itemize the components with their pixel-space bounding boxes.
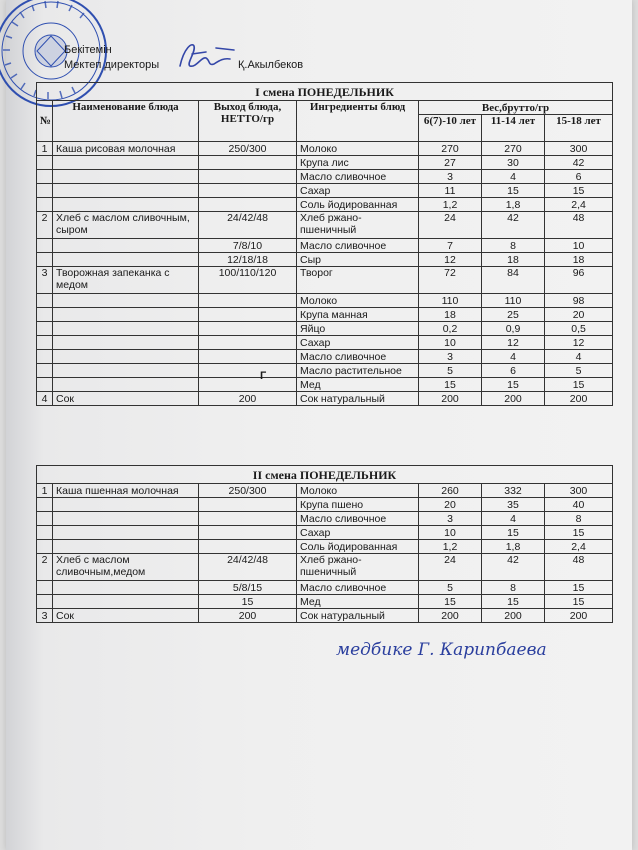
ingredient: Творог [297, 267, 419, 294]
dish-name [53, 156, 199, 170]
table-row [37, 308, 613, 322]
weight-11-14: 35 [482, 498, 545, 512]
weight-11-14: 200 [482, 392, 545, 406]
shift2-rows [37, 484, 613, 623]
weight-6-10: 1,2 [419, 198, 482, 212]
weight-6-10: 5 [419, 364, 482, 378]
table-row [37, 540, 613, 554]
weight-6-10: 3 [419, 512, 482, 526]
table-row [37, 294, 613, 308]
table-row [37, 484, 613, 498]
weight-15-18: 10 [545, 239, 613, 253]
weight-15-18: 8 [545, 512, 613, 526]
header-dish: Наименование блюда [53, 101, 199, 142]
row-number [37, 322, 53, 336]
table-row [37, 212, 613, 239]
row-number: 1 [37, 142, 53, 156]
weight-6-10: 18 [419, 308, 482, 322]
weight-6-10: 7 [419, 239, 482, 253]
dish-name: Хлеб с маслом сливочным, сыром [53, 212, 199, 239]
row-number: 3 [37, 267, 53, 294]
table-row [37, 184, 613, 198]
table-row [37, 350, 613, 364]
dish-output [199, 308, 297, 322]
weight-15-18: 200 [545, 609, 613, 623]
approval-title: Бекітемін [64, 44, 112, 56]
ingredient: Соль йодированная [297, 198, 419, 212]
shift1-menu-table [36, 82, 613, 406]
ingredient: Масло сливочное [297, 350, 419, 364]
dish-name [53, 595, 199, 609]
table-row [37, 526, 613, 540]
dish-output [199, 198, 297, 212]
weight-11-14: 30 [482, 156, 545, 170]
weight-15-18: 4 [545, 350, 613, 364]
weight-11-14: 84 [482, 267, 545, 294]
weight-6-10: 3 [419, 350, 482, 364]
ingredient: Масло сливочное [297, 581, 419, 595]
weight-6-10: 24 [419, 554, 482, 581]
weight-11-14: 110 [482, 294, 545, 308]
weight-15-18: 15 [545, 595, 613, 609]
row-number [37, 253, 53, 267]
dish-name [53, 336, 199, 350]
dish-output [199, 526, 297, 540]
dish-output [199, 498, 297, 512]
ingredient: Сахар [297, 184, 419, 198]
table-row [37, 364, 613, 378]
dish-output: 100/110/120 [199, 267, 297, 294]
ingredient: Молоко [297, 142, 419, 156]
row-number: 2 [37, 554, 53, 581]
dish-name [53, 498, 199, 512]
table-row [37, 581, 613, 595]
weight-15-18: 15 [545, 184, 613, 198]
weight-11-14: 8 [482, 581, 545, 595]
dish-output [199, 184, 297, 198]
table-row [37, 512, 613, 526]
ingredient: Крупа пшено [297, 498, 419, 512]
ingredient: Хлеб ржано-пшеничный [297, 554, 419, 581]
dish-output [199, 336, 297, 350]
dish-name [53, 308, 199, 322]
table-row [37, 392, 613, 406]
dish-output [199, 378, 297, 392]
row-number [37, 170, 53, 184]
row-number [37, 198, 53, 212]
weight-15-18: 15 [545, 378, 613, 392]
weight-6-10: 12 [419, 253, 482, 267]
table-row [37, 198, 613, 212]
row-number [37, 512, 53, 526]
dish-name [53, 581, 199, 595]
weight-11-14: 0,9 [482, 322, 545, 336]
weight-15-18: 300 [545, 484, 613, 498]
weight-15-18: 98 [545, 294, 613, 308]
dish-output: 5/8/15 [199, 581, 297, 595]
ingredient: Крупа манная [297, 308, 419, 322]
weight-6-10: 110 [419, 294, 482, 308]
dish-output [199, 350, 297, 364]
weight-6-10: 15 [419, 595, 482, 609]
dish-output: 24/42/48 [199, 212, 297, 239]
weight-15-18: 300 [545, 142, 613, 156]
weight-11-14: 42 [482, 212, 545, 239]
weight-15-18: 96 [545, 267, 613, 294]
header-weight: Вес,брутто/гр [419, 101, 613, 115]
ingredient: Масло сливочное [297, 512, 419, 526]
ingredient: Яйцо [297, 322, 419, 336]
dish-name: Сок [53, 609, 199, 623]
row-number [37, 184, 53, 198]
dish-output [199, 156, 297, 170]
weight-11-14: 200 [482, 609, 545, 623]
weight-6-10: 200 [419, 392, 482, 406]
dish-name: Творожная запеканка с медом [53, 267, 199, 294]
table-row [37, 253, 613, 267]
row-number: 1 [37, 484, 53, 498]
weight-6-10: 11 [419, 184, 482, 198]
dish-name: Каша рисовая молочная [53, 142, 199, 156]
dish-output: 250/300 [199, 484, 297, 498]
header-age-6-10: 6(7)-10 лет [419, 115, 482, 142]
director-signature-icon [172, 38, 242, 74]
dish-output [199, 512, 297, 526]
ingredient: Мед [297, 378, 419, 392]
table-row [37, 170, 613, 184]
weight-6-10: 15 [419, 378, 482, 392]
dish-name [53, 184, 199, 198]
ingredient: Масло сливочное [297, 239, 419, 253]
ingredient: Молоко [297, 294, 419, 308]
dish-name [53, 526, 199, 540]
table-row [37, 336, 613, 350]
table-row [37, 609, 613, 623]
weight-11-14: 6 [482, 364, 545, 378]
approval-block [64, 44, 304, 72]
weight-11-14: 25 [482, 308, 545, 322]
shift1-title: I смена ПОНЕДЕЛЬНИК [37, 83, 613, 101]
header-age-15-18: 15-18 лет [545, 115, 613, 142]
row-number: 2 [37, 212, 53, 239]
weight-11-14: 42 [482, 554, 545, 581]
weight-11-14: 15 [482, 378, 545, 392]
weight-11-14: 4 [482, 170, 545, 184]
dish-name [53, 322, 199, 336]
ingredient: Молоко [297, 484, 419, 498]
stray-mark: Г [260, 370, 267, 382]
row-number [37, 336, 53, 350]
table-row [37, 554, 613, 581]
weight-11-14: 15 [482, 526, 545, 540]
weight-6-10: 3 [419, 170, 482, 184]
weight-11-14: 18 [482, 253, 545, 267]
row-number [37, 364, 53, 378]
weight-15-18: 15 [545, 526, 613, 540]
dish-output [199, 170, 297, 184]
director-position: Мектеп директоры [64, 59, 160, 71]
weight-6-10: 5 [419, 581, 482, 595]
weight-15-18: 48 [545, 212, 613, 239]
ingredient: Соль йодированная [297, 540, 419, 554]
row-number [37, 350, 53, 364]
weight-15-18: 15 [545, 581, 613, 595]
table-row [37, 156, 613, 170]
dish-output: 7/8/10 [199, 239, 297, 253]
row-number [37, 498, 53, 512]
weight-6-10: 10 [419, 336, 482, 350]
dish-output [199, 364, 297, 378]
weight-6-10: 260 [419, 484, 482, 498]
weight-15-18: 200 [545, 392, 613, 406]
table-row [37, 595, 613, 609]
ingredient: Сок натуральный [297, 609, 419, 623]
row-number [37, 239, 53, 253]
dish-output [199, 540, 297, 554]
weight-15-18: 20 [545, 308, 613, 322]
table-row [37, 267, 613, 294]
weight-11-14: 332 [482, 484, 545, 498]
weight-11-14: 4 [482, 512, 545, 526]
ingredient: Сок натуральный [297, 392, 419, 406]
table-row [37, 142, 613, 156]
ingredient: Крупа лис [297, 156, 419, 170]
dish-name: Хлеб с маслом сливочным,медом [53, 554, 199, 581]
ingredient: Сахар [297, 526, 419, 540]
table-row [37, 378, 613, 392]
weight-15-18: 40 [545, 498, 613, 512]
shift1-rows [37, 142, 613, 406]
ingredient: Масло сливочное [297, 170, 419, 184]
dish-name [53, 170, 199, 184]
dish-name [53, 253, 199, 267]
dish-output [199, 322, 297, 336]
dish-output: 15 [199, 595, 297, 609]
shift2-title: II смена ПОНЕДЕЛЬНИК [37, 466, 613, 484]
dish-name [53, 540, 199, 554]
weight-15-18: 42 [545, 156, 613, 170]
weight-15-18: 0,5 [545, 322, 613, 336]
row-number: 4 [37, 392, 53, 406]
weight-15-18: 6 [545, 170, 613, 184]
weight-6-10: 27 [419, 156, 482, 170]
weight-11-14: 1,8 [482, 540, 545, 554]
ingredient: Масло растительное [297, 364, 419, 378]
weight-6-10: 0,2 [419, 322, 482, 336]
table-row [37, 322, 613, 336]
weight-15-18: 12 [545, 336, 613, 350]
dish-output: 200 [199, 392, 297, 406]
dish-output: 24/42/48 [199, 554, 297, 581]
row-number [37, 378, 53, 392]
shift2-menu-table [36, 465, 613, 623]
dish-output [199, 294, 297, 308]
weight-6-10: 10 [419, 526, 482, 540]
ingredient: Хлеб ржано-пшеничный [297, 212, 419, 239]
row-number [37, 308, 53, 322]
weight-6-10: 270 [419, 142, 482, 156]
weight-11-14: 1,8 [482, 198, 545, 212]
dish-output: 12/18/18 [199, 253, 297, 267]
weight-6-10: 72 [419, 267, 482, 294]
weight-15-18: 2,4 [545, 198, 613, 212]
row-number [37, 526, 53, 540]
weight-11-14: 15 [482, 595, 545, 609]
ingredient: Сахар [297, 336, 419, 350]
dish-name [53, 239, 199, 253]
weight-15-18: 48 [545, 554, 613, 581]
table-row [37, 498, 613, 512]
director-name: Қ.Акылбеков [238, 59, 304, 71]
header-num: № [37, 101, 53, 142]
dish-name: Каша пшенная молочная [53, 484, 199, 498]
weight-11-14: 4 [482, 350, 545, 364]
ingredient: Мед [297, 595, 419, 609]
weight-11-14: 8 [482, 239, 545, 253]
weight-6-10: 24 [419, 212, 482, 239]
dish-name [53, 294, 199, 308]
table-row [37, 239, 613, 253]
header-ingredients: Ингредиенты блюд [297, 101, 419, 142]
row-number [37, 156, 53, 170]
row-number [37, 595, 53, 609]
dish-name [53, 198, 199, 212]
dish-name: Сок [53, 392, 199, 406]
row-number: 3 [37, 609, 53, 623]
header-output: Выход блюда, НЕТТО/гр [199, 101, 297, 142]
document-page [6, 0, 632, 850]
ingredient: Сыр [297, 253, 419, 267]
dish-output: 250/300 [199, 142, 297, 156]
weight-15-18: 5 [545, 364, 613, 378]
weight-11-14: 12 [482, 336, 545, 350]
weight-6-10: 20 [419, 498, 482, 512]
row-number [37, 581, 53, 595]
medic-signature: медбике Г. Карипбаева [336, 640, 547, 660]
weight-15-18: 2,4 [545, 540, 613, 554]
dish-name [53, 378, 199, 392]
dish-name [53, 364, 199, 378]
dish-name [53, 350, 199, 364]
weight-15-18: 18 [545, 253, 613, 267]
header-age-11-14: 11-14 лет [482, 115, 545, 142]
row-number [37, 294, 53, 308]
row-number [37, 540, 53, 554]
weight-6-10: 1,2 [419, 540, 482, 554]
weight-11-14: 270 [482, 142, 545, 156]
weight-6-10: 200 [419, 609, 482, 623]
dish-name [53, 512, 199, 526]
dish-output: 200 [199, 609, 297, 623]
weight-11-14: 15 [482, 184, 545, 198]
